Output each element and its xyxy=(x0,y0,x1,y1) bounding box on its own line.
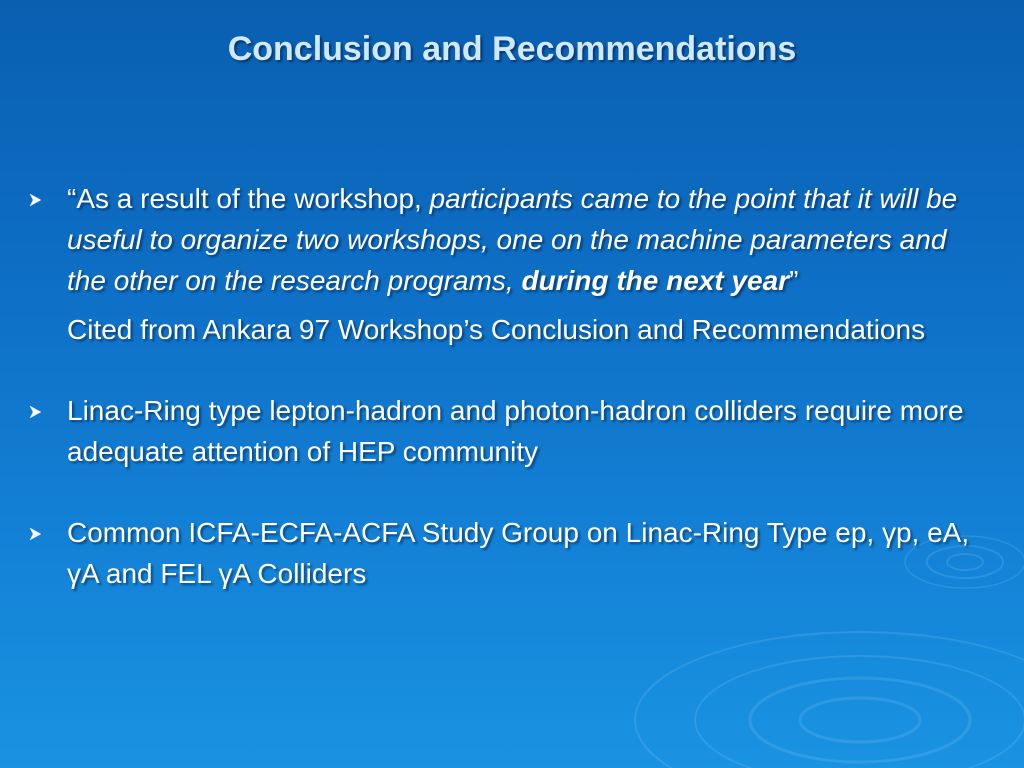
arrowhead-bullet-icon xyxy=(28,193,42,207)
bullet-item-quote xyxy=(22,178,972,350)
quote-closing: ” xyxy=(789,265,799,296)
quote-italic-text: participants came to the point that it will be useful to organize two workshops, one on the machine parameters and the other on the research programs, xyxy=(67,183,958,296)
bullet-item-study-group xyxy=(22,512,972,594)
bullet-text: Linac-Ring type lepton-hadron and photon-hadron colliders require more adequate attention of HEP community xyxy=(67,395,964,467)
quote-text xyxy=(67,178,972,301)
quote-emphasis: during the next year xyxy=(521,265,790,296)
citation-text: Cited from Ankara 97 Workshop’s Conclusion and Recommendations xyxy=(67,314,926,345)
arrowhead-bullet-icon xyxy=(28,405,42,419)
bullet-text: Common ICFA-ECFA-ACFA Study Group on Linac-Ring Type ep, γp, eA, γA and FEL γA Colliders xyxy=(67,517,970,589)
bullet-list xyxy=(22,178,972,594)
bullet-item-linac-ring xyxy=(22,390,972,472)
quote-opening: “As a result of the workshop, xyxy=(67,183,430,214)
arrowhead-bullet-icon xyxy=(28,527,42,541)
slide-title: Conclusion and Recommendations xyxy=(227,30,797,68)
